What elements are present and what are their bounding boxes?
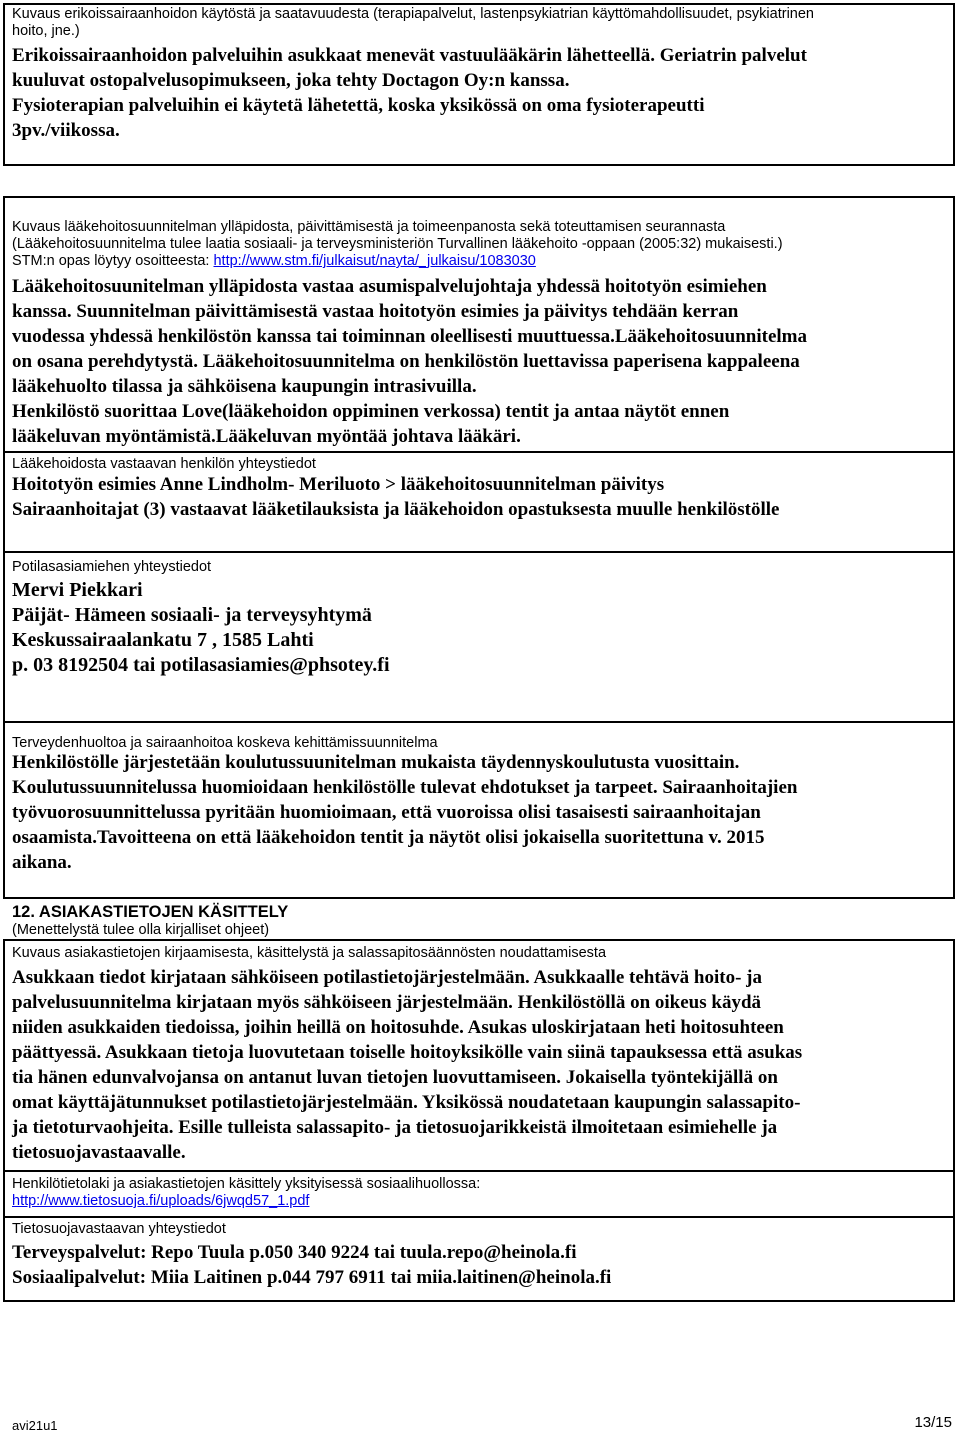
medication-contact-body: Hoitotyön esimies Anne Lindholm- Meriluoto > lääkehoitosuunnitelman päivitys Sairaanhoitajat (3) vastaavat lääketilauksista ja lääkehoidon opastuksesta muulle henkilöstölle — [12, 474, 780, 520]
patient-ombudsman-label: Potilasasiamiehen yhteystiedot — [12, 559, 212, 575]
section-12-heading: 12. ASIAKASTIETOJEN KÄSITTELY — [12, 903, 289, 921]
stm-guide-link[interactable]: http://www.stm.fi/julkaisut/nayta/_julkaisu/1083030 — [213, 253, 536, 269]
divider — [3, 1170, 955, 1172]
divider — [3, 721, 955, 723]
footer-page-number: 13/15 — [914, 1414, 952, 1431]
tietosuoja-link[interactable]: http://www.tietosuoja.fi/uploads/6jwqd57_1.pdf — [12, 1193, 310, 1209]
development-plan-body: Henkilöstölle järjestetään koulutussuunitelman mukaista täydennyskoulutusta vuosittain. Koulutussuunnitelussa huomioidaan henkilöstölle tulevat ehdotukset ja tarpeet. Sairaanhoitajien työvuorosuunnittelussa pyritään huomioimaan, että vuoroissa olisi tasaisesti sairaanhoitajan osaamista.Tavoitteena on että lääkehoidon tentit ja näytöt olisi jokaisella suoritettuna v. 2015 aikana. — [12, 752, 798, 873]
privacy-officer-body: Terveyspalvelut: Repo Tuula p.050 340 9224 tai tuula.repo@heinola.fi Sosiaalipalvelut: Miia Laitinen p.044 797 6911 tai miia.laitinen@heinola.fi — [12, 1242, 612, 1288]
development-plan-label: Terveydenhuoltoa ja sairaanhoitoa koskeva kehittämissuunnitelma — [12, 735, 438, 751]
footer-form-code: avi21u1 — [12, 1418, 58, 1433]
guide-link-line: STM:n opas löytyy osoitteesta: http://www.stm.fi/julkaisut/nayta/_julkaisu/1083030 — [12, 253, 536, 269]
section-specialist-care-body: Erikoissairaanhoidon palveluihin asukkaat menevät vastuulääkärin lähetteellä. Geriatrin palvelut kuuluvat ostopalvelusopimukseen, joka tehty Doctagon Oy:n kanssa. Fysioterapian palveluihin ei käytetä lähetettä, koska yksikössä on oma fysioterapeutti 3pv./viikossa. — [12, 45, 807, 141]
divider — [3, 451, 955, 453]
section-12-subheading: (Menettelystä tulee olla kirjalliset ohjeet) — [12, 922, 270, 938]
medication-contact-label: Lääkehoidosta vastaavan henkilön yhteystiedot — [12, 456, 316, 472]
section-medication-plan-label: Kuvaus lääkehoitosuunnitelman ylläpidosta, päivittämisestä ja toimeenpanosta sekä toteuttamisen seurannasta (Lääkehoitosuunnitelma tulee laatia sosiaali- ja terveysministeriön Turvallinen lääkehoito -oppaan (2005:32) mukaisesti.) STM:n opas löytyy osoitteesta: http://www.stm.fi/julkaisut/nayta/_julkaisu/1083030 — [12, 219, 947, 270]
section-specialist-care-label: Kuvaus erikoissairaanhoidon käytöstä ja saatavuudesta (terapiapalvelut, lastenpsykiatrian käyttömahdollisuudet, psykiatrinen hoito, jne.) — [12, 6, 814, 39]
divider — [3, 551, 955, 553]
client-data-body: Asukkaan tiedot kirjataan sähköiseen potilastietojärjestelmään. Asukkaalle tehtävä hoito- ja palvelusuunnitelma kirjataan myös sähköiseen järjestelmään. Henkilöstöllä on oikeus käydä niiden asukkaiden tiedoissa, joihin heillä on hoitosuhde. Asukas uloskirjataan heti hoitosuhteen päättyessä. Asukkaan tietoja luovutetaan toiselle hoitoyksikölle vain siinä tapauksessa että asukas tia hänen edunvalvojansa on antanut luvan tietojen luovuttamiseen. Jokaisella työntekijällä on omat käyttäjätunnukset potilastietojärjestelmään. Yksikössä noudatetaan kaupungin salassapito- ja tietoturvaohjeita. Esille tulleista salassapito- ja tietosuojarikkeistä ilmoitetaan esimiehelle ja tietosuojavastaavalle. — [12, 967, 803, 1163]
client-data-label: Kuvaus asiakastietojen kirjaamisesta, käsittelystä ja salassapitosäännösten noudattamisesta — [12, 945, 607, 961]
privacy-officer-label: Tietosuojavastaavan yhteystiedot — [12, 1221, 226, 1237]
section-medication-plan-body: Lääkehoitosuunitelman ylläpidosta vastaa asumispalvelujohtaja yhdessä hoitotyön esimiehen kanssa. Suunnitelman päivittämisestä vastaa hoitotyön esimies ja päivitys tehdään kerran vuodessa yhdessä henkilöstön kanssa tai toiminnan oleellisesti muuttuessa.Lääkehoitosuunnitelma on osana perehdytystä. Lääkehoitosuunnitelma on henkilöstön luettavissa paperisena kappaleena lääkehuolto tilassa ja sähköisena kaupungin intrasivuilla. Henkilöstö suorittaa Love(lääkehoidon oppiminen verkossa) tentit ja antaa näytöt ennen lääkeluvan myöntämistä.Lääkeluvan myöntää johtava lääkäri. — [12, 276, 807, 447]
patient-ombudsman-body: Mervi Piekkari Päijät- Hämeen sosiaali- ja terveysyhtymä Keskussairaalankatu 7 , 1585 Lahti p. 03 8192504 tai potilasasiamies@phsotey.fi — [12, 579, 390, 676]
law-label: Henkilötietolaki ja asiakastietojen käsittely yksityisessä sosiaalihuollossa: http://www.tietosuoja.fi/uploads/6jwqd57_1.pdf — [12, 1176, 481, 1209]
divider — [3, 1216, 955, 1218]
